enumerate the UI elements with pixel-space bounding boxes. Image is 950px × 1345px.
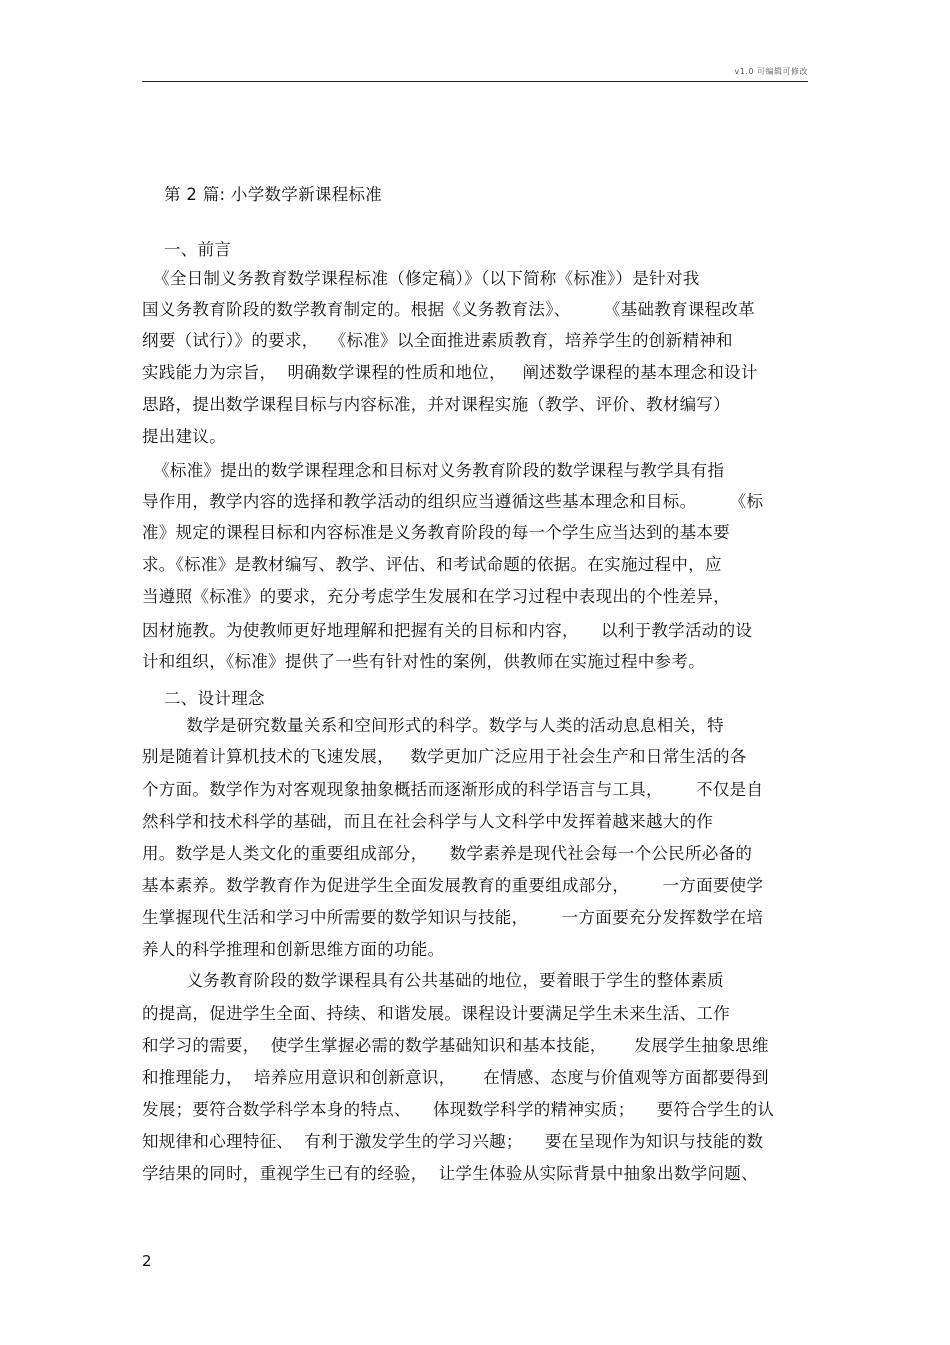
body-line: 用。数学是人类文化的重要组成部分， 数学素养是现代社会每一个公民所必备的	[142, 844, 753, 863]
body-line: 提出建议。	[142, 427, 226, 446]
header-rule	[142, 81, 808, 82]
body-line: 别是随着计算机技术的飞速发展， 数学更加广泛应用于社会生产和日常生活的各	[142, 747, 747, 766]
body-line: 《标准》提出的数学课程理念和目标对义务教育阶段的数学课程与教学具有指	[142, 461, 725, 480]
body-line: 导作用，教学内容的选择和教学活动的组织应当遵循这些基本理念和目标。 《标	[142, 492, 764, 511]
section-heading-design-philosophy: 二、设计理念	[164, 689, 265, 708]
body-line: 和推理能力， 培养应用意识和创新意识， 在情感、态度与价值观等方面都要得到	[142, 1068, 769, 1087]
body-line: 知规律和心理特征、 有利于激发学生的学习兴趣； 要在呈现作为知识与技能的数	[142, 1132, 764, 1151]
document-title: 第 2 篇: 小学数学新课程标准	[164, 185, 383, 204]
body-line: 发展；要符合数学科学本身的特点、 体现数学科学的精神实质； 要符合学生的认	[142, 1100, 775, 1119]
body-line: 准》规定的课程目标和内容标准是义务教育阶段的每一个学生应当达到的基本要	[142, 523, 730, 542]
body-line: 生掌握现代生活和学习中所需要的数学知识与技能， 一方面要充分发挥数学在培	[142, 908, 764, 927]
body-line: 数学是研究数量关系和空间形式的科学。数学与人类的活动息息相关，特	[142, 716, 724, 735]
body-line: 义务教育阶段的数学课程具有公共基础的地位，要着眼于学生的整体素质	[142, 971, 724, 990]
body-line: 因材施教。为使教师更好地理解和把握有关的目标和内容， 以利于教学活动的设	[142, 621, 753, 640]
body-line: 求。《标准》是教材编写、教学、评估、和考试命题的依据。在实施过程中，应	[142, 555, 722, 574]
body-line: 当遵照《标准》的要求，充分考虑学生发展和在学习过程中表现出的个性差异，	[142, 587, 730, 606]
body-line: 国义务教育阶段的数学教育制定的。根据《义务教育法》、 《基础教育课程改革	[142, 300, 756, 319]
body-line: 的提高，促进学生全面、持续、和谐发展。课程设计要满足学生未来生活、工作	[142, 1004, 730, 1023]
body-line: 然科学和技术科学的基础，而且在社会科学与人文科学中发挥着越来越大的作	[142, 812, 714, 831]
body-line: 和学习的需要， 使学生掌握必需的数学基础知识和基本技能， 发展学生抽象思维	[142, 1036, 769, 1055]
body-line: 基本素养。数学教育作为促进学生全面发展教育的重要组成部分， 一方面要使学	[142, 876, 764, 895]
body-line: 个方面。数学作为对客观现象抽象概括而逐渐形成的科学语言与工具， 不仅是自	[142, 780, 764, 799]
body-line: 实践能力为宗旨， 明确数学课程的性质和地位， 阐述数学课程的基本理念和设计	[142, 363, 758, 382]
body-line: 《全日制义务教育数学课程标准（修定稿）》（以下简称《标准》）是针对我	[142, 269, 700, 288]
page-number: 2	[142, 1252, 152, 1270]
body-line: 学结果的同时，重视学生已有的经验， 让学生体验从实际背景中抽象出数学问题、	[142, 1164, 758, 1183]
section-heading-preface: 一、前言	[164, 240, 232, 259]
page-header-note: v1.0 可编辑可修改	[734, 67, 808, 76]
body-line: 养人的科学推理和创新思维方面的功能。	[142, 940, 445, 959]
body-line: 计和组织，《标准》提供了一些有针对性的案例，供教师在实施过程中参考。	[142, 652, 705, 671]
body-line: 纲要（试行）》的要求， 《标准》以全面推进素质教育，培养学生的创新精神和	[142, 331, 733, 350]
body-line: 思路，提出数学课程目标与内容标准，并对课程实施（教学、评价、教材编写）	[142, 395, 730, 414]
